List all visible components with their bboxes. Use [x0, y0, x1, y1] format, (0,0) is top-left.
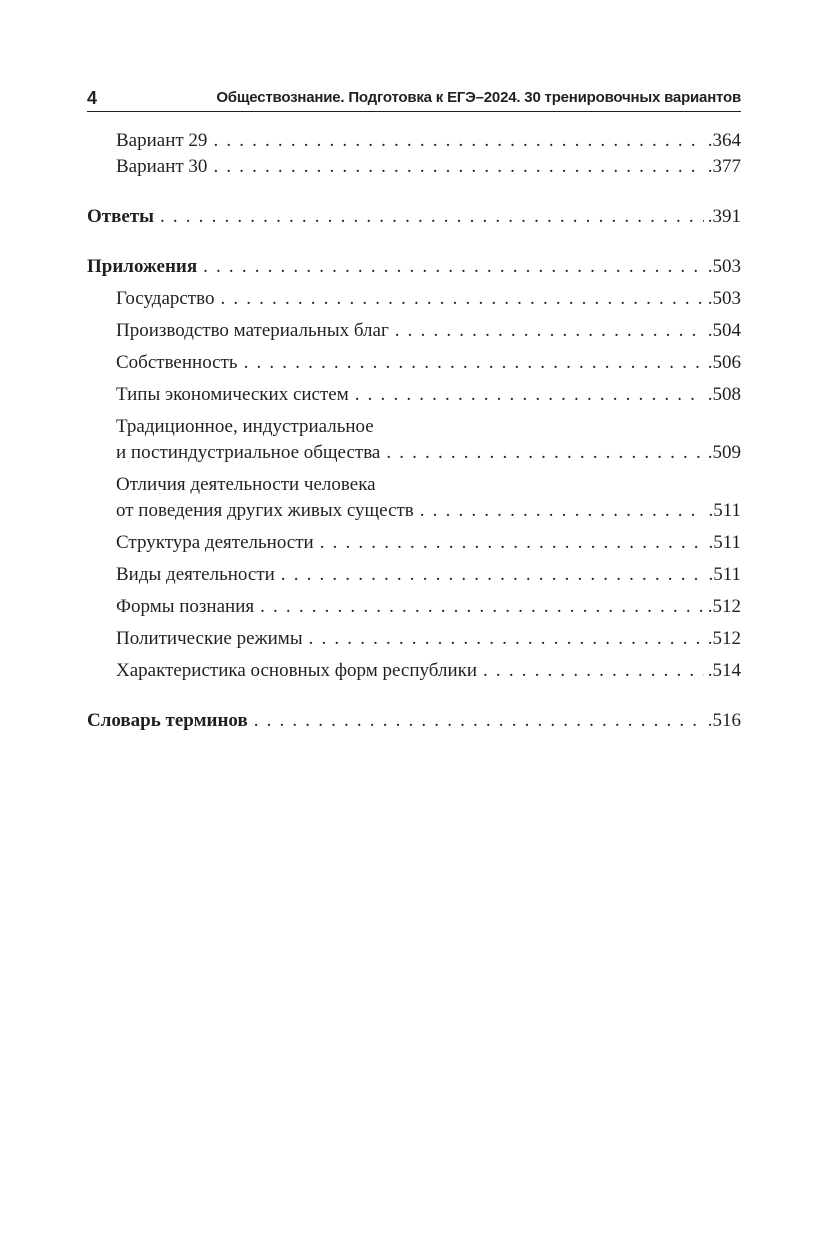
toc-entry-title: Ответы [87, 206, 154, 227]
toc-entry-answers[interactable] [87, 204, 741, 236]
dot-leader [160, 204, 704, 230]
toc-entry-title: Формы познания [116, 596, 255, 617]
toc-entry-property[interactable] [87, 350, 741, 382]
toc-entry-page: .508 [707, 384, 741, 405]
toc-entry-economic-systems[interactable] [87, 382, 741, 414]
toc-entry-page: .516 [707, 710, 741, 731]
toc-entry-title: Собственность [116, 352, 238, 373]
toc-entry-cognition-forms[interactable] [87, 594, 741, 626]
toc-entry-title: Приложения [87, 256, 198, 277]
dot-leader [386, 440, 703, 466]
toc-entry-page: .504 [707, 320, 741, 341]
toc-entry-title: Словарь терминов [87, 710, 248, 731]
toc-entry-page: .506 [707, 352, 741, 373]
toc-entry-title: Типы экономических систем [116, 384, 349, 405]
toc-entry-glossary[interactable] [87, 708, 741, 740]
toc-entry-activity-structure[interactable] [87, 530, 741, 562]
toc-entry-political-regimes[interactable] [87, 626, 741, 658]
toc-entry-title: Государство [116, 288, 215, 309]
toc-entry-activity-differences[interactable] [87, 472, 741, 530]
toc-entry-variant-29[interactable] [87, 128, 741, 154]
toc-entry-societies[interactable] [87, 414, 741, 472]
toc-entry-page: .512 [707, 628, 741, 649]
dot-leader [213, 128, 703, 154]
toc-entry-page: .377 [707, 156, 741, 177]
toc-entry-variant-30[interactable] [87, 154, 741, 180]
toc-entry-page: .391 [707, 206, 741, 227]
toc-entry-title-line1: Традиционное, индустриальное [116, 416, 374, 437]
dot-leader [220, 286, 703, 312]
toc-entry-appendices[interactable] [87, 254, 741, 286]
toc-entry-title: Вариант 30 [116, 156, 208, 177]
dot-leader [395, 318, 704, 344]
toc-entry-page: .512 [707, 596, 741, 617]
toc-entry-title: Вариант 29 [116, 130, 208, 151]
toc-entry-page: .364 [707, 130, 741, 151]
toc-entry-title: Характеристика основных форм республики [116, 660, 478, 681]
toc-entry-state[interactable] [87, 286, 741, 318]
dot-leader [213, 154, 703, 180]
toc-entry-title: Политические режимы [116, 628, 303, 649]
dot-leader [203, 254, 704, 280]
dot-leader [244, 350, 704, 376]
toc-entry-page: .503 [707, 256, 741, 277]
page-number: 4 [87, 88, 98, 108]
dot-leader [309, 626, 704, 652]
table-of-contents [87, 128, 741, 740]
toc-entry-page: .511 [708, 500, 741, 521]
book-title: Обществознание. Подготовка к ЕГЭ–2024. 30 тренировочных вариантов [216, 89, 741, 106]
toc-entry-page: .509 [707, 442, 741, 463]
dot-leader [355, 382, 704, 408]
dot-leader [260, 594, 704, 620]
toc-entry-republic-forms[interactable] [87, 658, 741, 690]
toc-entry-title-line2: от поведения других живых существ [116, 500, 414, 521]
toc-entry-page: .514 [707, 660, 741, 681]
toc-entry-page: .511 [708, 532, 741, 553]
dot-leader [483, 658, 704, 684]
toc-entry-material-production[interactable] [87, 318, 741, 350]
toc-entry-title: Структура деятельности [116, 532, 314, 553]
toc-entry-title-line1: Отличия деятельности человека [116, 474, 376, 495]
toc-entry-page: .511 [708, 564, 741, 585]
toc-entry-activity-types[interactable] [87, 562, 741, 594]
toc-entry-title: Производство материальных благ [116, 320, 389, 341]
toc-entry-page: .503 [707, 288, 741, 309]
toc-entry-title-line2: и постиндустриальное общества [116, 442, 381, 463]
dot-leader [254, 708, 704, 734]
dot-leader [420, 498, 705, 524]
toc-entry-title: Виды деятельности [116, 564, 275, 585]
dot-leader [320, 530, 705, 556]
dot-leader [281, 562, 705, 588]
running-header [87, 87, 741, 112]
